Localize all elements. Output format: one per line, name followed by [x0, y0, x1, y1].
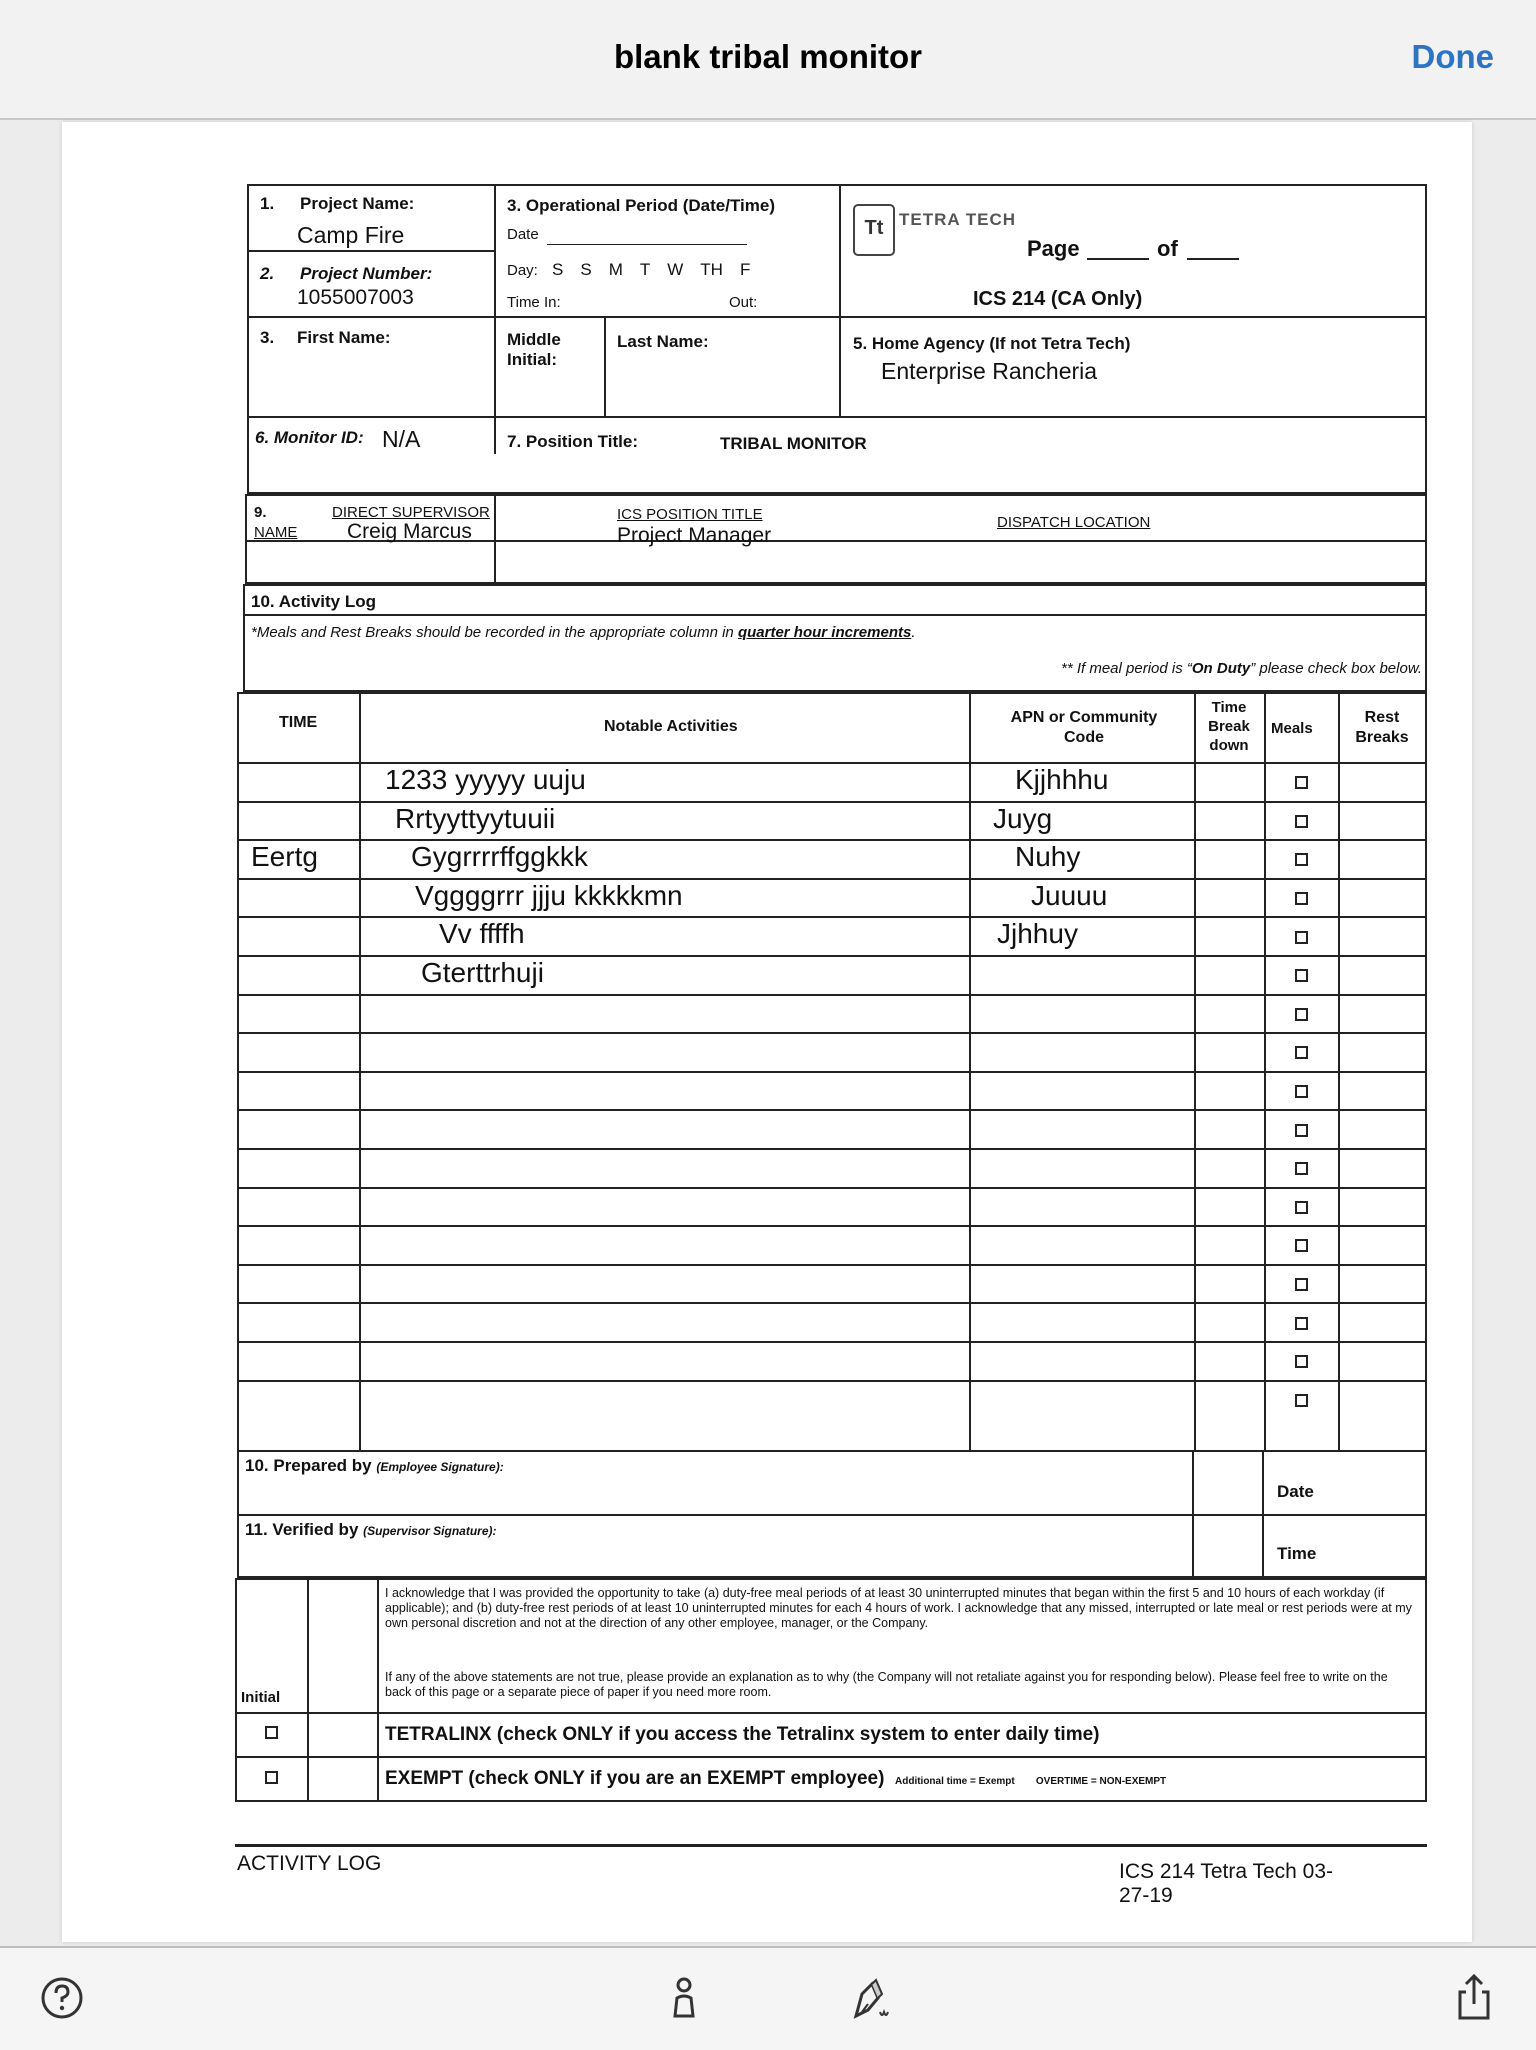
time-breakdown-cell[interactable]	[1196, 762, 1262, 801]
activity-cell[interactable]: Vv ffffh	[439, 918, 525, 950]
divider	[243, 614, 1427, 616]
col-rest-breaks	[1339, 708, 1425, 748]
project-number-num: 2.	[260, 264, 275, 283]
day-friday[interactable]: F	[739, 260, 751, 279]
col-rest-line-1: Rest	[1364, 709, 1400, 726]
activity-log-label: 10. Activity Log	[251, 592, 377, 611]
on-duty-note	[1061, 660, 1422, 677]
meals-checkbox[interactable]	[1295, 1355, 1308, 1368]
exempt-note-2: OVERTIME = NON-EXEMPT	[1035, 1776, 1167, 1787]
initial-label: Initial	[241, 1689, 281, 1706]
divider	[604, 316, 606, 416]
verified-by-sub: (Supervisor Signature):	[363, 1524, 497, 1538]
position-title-value[interactable]: TRIBAL MONITOR	[720, 434, 867, 453]
document-title: blank tribal monitor	[613, 38, 923, 75]
on-duty-note-end: ” please check box below.	[1250, 660, 1422, 677]
activity-cell[interactable]: 1233 yyyyy uuju	[385, 764, 586, 795]
direct-supervisor-value[interactable]: Creig Marcus	[347, 520, 472, 543]
explanation-text: If any of the above statements are not true, please provide an explanation as to why (the Company will not retaliate against you for responding below). Please feel free to write on the back of this page or a separate piece of paper if you need more room.	[385, 1670, 1388, 1699]
document-viewer[interactable]	[0, 120, 1536, 1946]
done-button[interactable]: Done	[1411, 38, 1494, 75]
document-page	[62, 122, 1472, 1942]
meals-checkbox[interactable]	[1295, 1201, 1308, 1214]
time-breakdown-cell[interactable]	[1196, 1032, 1262, 1071]
rest-breaks-cell[interactable]	[1340, 1032, 1424, 1071]
project-name-value[interactable]: Camp Fire	[297, 222, 405, 248]
supervisor-num: 9.	[254, 504, 267, 521]
time-breakdown-cell[interactable]	[1196, 878, 1262, 917]
time-breakdown-cell[interactable]	[1196, 1380, 1262, 1419]
prepared-by-label	[245, 1456, 504, 1476]
activity-cell[interactable]: Gterttrhuji	[421, 957, 544, 988]
activity-row	[239, 1302, 1425, 1341]
col-tbd-line-3: down	[1209, 737, 1249, 754]
signature-pen-icon[interactable]	[846, 1972, 898, 2024]
employee-signature-field[interactable]	[245, 1476, 1185, 1510]
exempt-label	[385, 1768, 1166, 1790]
direct-supervisor-label: DIRECT SUPERVISOR	[332, 504, 490, 521]
rest-breaks-cell[interactable]	[1340, 1341, 1424, 1380]
time-breakdown-cell[interactable]	[1196, 801, 1262, 840]
rest-breaks-cell[interactable]	[1340, 1264, 1424, 1303]
day-monday[interactable]: M	[608, 260, 623, 279]
ics-position-title-value[interactable]: Project Manager	[617, 524, 772, 547]
rest-breaks-cell[interactable]	[1340, 1148, 1424, 1187]
col-rest-line-2: Breaks	[1355, 729, 1409, 746]
divider	[235, 1712, 1427, 1714]
divider	[247, 316, 1427, 318]
footer-rule	[235, 1844, 1427, 1847]
activity-row	[239, 1225, 1425, 1264]
meals-checkbox[interactable]	[1295, 969, 1308, 982]
verified-by-text: 11. Verified by	[245, 1520, 359, 1539]
activity-log-table	[237, 692, 1427, 1452]
ics-position-title-label: ICS POSITION TITLE	[617, 506, 763, 523]
activity-row	[239, 762, 1425, 801]
top-bar	[0, 0, 1536, 120]
col-tbd-line-1: Time	[1211, 699, 1247, 716]
meals-checkbox[interactable]	[1295, 1085, 1308, 1098]
footer-form-version: ICS 214 Tetra Tech 03-27-19	[1119, 1860, 1334, 1907]
project-name-label: Project Name:	[300, 194, 415, 213]
form-code: ICS 214 (CA Only)	[973, 288, 1143, 310]
meals-checkbox[interactable]	[1295, 853, 1308, 866]
time-breakdown-cell[interactable]	[1196, 955, 1262, 994]
rest-breaks-cell[interactable]	[1340, 762, 1424, 801]
first-name-num: 3.	[260, 328, 275, 347]
col-apn-line-2: Code	[1064, 729, 1104, 746]
meals-checkbox[interactable]	[1295, 1162, 1308, 1175]
time-out-label: Out:	[729, 294, 758, 311]
day-sunday[interactable]: S	[552, 260, 564, 279]
divider	[235, 1756, 1427, 1758]
exempt-note-1: Additional time = Exempt	[895, 1776, 1015, 1787]
rest-breaks-cell[interactable]	[1340, 1109, 1424, 1148]
activity-row	[239, 1264, 1425, 1303]
tetra-tech-logo-text: TETRA TECH	[899, 210, 1017, 229]
time-breakdown-cell[interactable]	[1196, 839, 1262, 878]
time-breakdown-cell[interactable]	[1196, 1109, 1262, 1148]
day-label: Day:	[507, 262, 538, 279]
divider	[494, 494, 496, 584]
project-number-label: Project Number:	[300, 264, 433, 283]
col-apn-line-1: APN or Community	[1010, 709, 1158, 726]
meals-checkbox[interactable]	[1295, 1278, 1308, 1291]
operational-period-label: 3. Operational Period (Date/Time)	[507, 196, 775, 215]
col-meals: Meals	[1271, 720, 1313, 737]
time-breakdown-cell[interactable]	[1196, 1225, 1262, 1264]
date-box-label: Date	[1277, 1482, 1314, 1501]
activity-row	[239, 955, 1425, 994]
time-breakdown-cell[interactable]	[1196, 1302, 1262, 1341]
meals-checkbox[interactable]	[1295, 776, 1308, 789]
rest-breaks-cell[interactable]	[1340, 839, 1424, 878]
time-breakdown-cell[interactable]	[1196, 994, 1262, 1033]
divider	[377, 1578, 379, 1802]
prepared-by-text: 10. Prepared by	[245, 1456, 372, 1475]
col-tbd-line-2: Break	[1208, 718, 1250, 735]
monitor-id-value[interactable]: N/A	[382, 426, 421, 452]
page-total-line[interactable]	[1187, 258, 1239, 260]
home-agency-label: 5. Home Agency (If not Tetra Tech)	[853, 334, 1131, 353]
on-duty-note-bold: On Duty	[1191, 660, 1251, 677]
time-box-label: Time	[1277, 1544, 1317, 1563]
meals-note	[251, 624, 916, 641]
of-label: of	[1157, 236, 1178, 261]
page-number-line[interactable]	[1087, 258, 1149, 260]
on-duty-note-text: ** If meal period is “	[1060, 660, 1192, 677]
activity-row	[239, 1380, 1425, 1419]
verified-by-label	[245, 1520, 497, 1540]
rest-breaks-cell[interactable]	[1340, 955, 1424, 994]
time-breakdown-cell[interactable]	[1196, 1341, 1262, 1380]
divider	[247, 416, 1427, 418]
rest-breaks-cell[interactable]	[1340, 1071, 1424, 1110]
activity-row	[239, 1109, 1425, 1148]
apn-cell[interactable]: Juuuu	[1031, 879, 1108, 911]
day-saturday[interactable]: S	[580, 260, 592, 279]
activity-row	[239, 1187, 1425, 1226]
rest-breaks-cell[interactable]	[1340, 1380, 1424, 1419]
meals-checkbox[interactable]	[1295, 1008, 1308, 1021]
project-number-value[interactable]: 1055007003	[297, 286, 414, 309]
activity-row	[239, 994, 1425, 1033]
meals-note-text: *Meals and Rest Breaks should be recorded in the appropriate column in	[251, 624, 738, 641]
project-name-num: 1.	[260, 194, 275, 213]
tetralinx-label: TETRALINX (check ONLY if you access the Tetralinx system to enter daily time)	[385, 1724, 1100, 1745]
apn-cell[interactable]: Kjjhhhu	[1015, 764, 1109, 795]
middle-initial-label-1: Middle	[507, 330, 561, 349]
tetra-tech-logo-icon: Tt	[853, 204, 895, 256]
home-agency-value[interactable]: Enterprise Rancheria	[881, 358, 1098, 384]
supervisor-signature-field[interactable]	[245, 1540, 1185, 1574]
meals-note-end: .	[911, 624, 916, 641]
day-wednesday[interactable]: W	[667, 260, 684, 279]
time-breakdown-cell[interactable]	[1196, 1264, 1262, 1303]
page-label: Page	[1027, 236, 1080, 261]
col-notable-activities: Notable Activities	[604, 718, 738, 735]
meals-checkbox[interactable]	[1295, 1239, 1308, 1252]
help-icon[interactable]	[36, 1972, 88, 2024]
activity-row	[239, 801, 1425, 840]
supervisor-name-label: NAME	[254, 524, 298, 541]
apn-cell[interactable]: Juyg	[993, 802, 1053, 834]
rest-breaks-cell[interactable]	[1340, 1225, 1424, 1264]
day-thursday[interactable]: TH	[700, 260, 723, 279]
divider	[494, 184, 496, 454]
activity-row	[239, 1341, 1425, 1380]
activity-row	[239, 1032, 1425, 1071]
meals-checkbox[interactable]	[1295, 1046, 1308, 1059]
exempt-checkbox[interactable]	[265, 1771, 278, 1784]
time-in-label: Time In:	[507, 294, 561, 311]
acknowledgement-text: I acknowledge that I was provided the opportunity to take (a) duty-free meal periods of at least 30 uninterrupted minutes that began within the first 5 and 10 hours of each workday (if applicable); and (b) duty-free rest periods of at least 10 uninterrupted minutes for each 4 hours of work. I acknowledge that any missed, interrupted or late meal or rest periods were at my own personal discretion and not at the direction of any other employee, manager, or the Company.	[385, 1586, 1412, 1630]
rest-breaks-cell[interactable]	[1340, 916, 1424, 955]
rest-breaks-cell[interactable]	[1340, 801, 1424, 840]
middle-initial-label-2: Initial:	[507, 350, 558, 369]
bottom-toolbar	[0, 1946, 1536, 2050]
divider	[307, 1578, 309, 1802]
rest-breaks-cell[interactable]	[1340, 1187, 1424, 1226]
tetralinx-checkbox[interactable]	[265, 1726, 278, 1739]
divider	[247, 250, 494, 252]
dispatch-location-label: DISPATCH LOCATION	[997, 514, 1151, 531]
activity-cell[interactable]: Rrtyyttyytuuii	[395, 802, 556, 834]
activity-row	[239, 1148, 1425, 1187]
person-icon[interactable]	[658, 1972, 710, 2024]
activity-row	[239, 1071, 1425, 1110]
rest-breaks-cell[interactable]	[1340, 1302, 1424, 1341]
meals-checkbox[interactable]	[1295, 815, 1308, 828]
meals-checkbox[interactable]	[1295, 931, 1308, 944]
monitor-id-label: 6. Monitor ID:	[255, 428, 364, 447]
first-name-label: First Name:	[297, 328, 391, 347]
activity-cell[interactable]: Vggggrrr jjju kkkkkmn	[415, 879, 683, 911]
time-cell[interactable]: Eertg	[251, 841, 318, 873]
apn-cell[interactable]: Nuhy	[1015, 841, 1081, 873]
time-breakdown-cell[interactable]	[1196, 1187, 1262, 1226]
meals-checkbox[interactable]	[1295, 1394, 1308, 1407]
meals-checkbox[interactable]	[1295, 1124, 1308, 1137]
time-breakdown-cell[interactable]	[1196, 916, 1262, 955]
meals-note-emphasis: quarter hour increments	[737, 624, 912, 641]
exempt-text: EXEMPT (check ONLY if you are an EXEMPT employee)	[385, 1768, 885, 1789]
meals-checkbox[interactable]	[1295, 892, 1308, 905]
activity-row	[239, 916, 1425, 955]
rest-breaks-cell[interactable]	[1340, 994, 1424, 1033]
activity-cell[interactable]: Gygrrrrffggkkk	[411, 841, 588, 873]
col-apn	[974, 708, 1194, 748]
day-options	[552, 260, 750, 280]
time-breakdown-cell[interactable]	[1196, 1148, 1262, 1187]
apn-cell[interactable]: Jjhhuy	[997, 918, 1078, 950]
date-input-line[interactable]	[547, 244, 747, 245]
col-time-breakdown	[1194, 698, 1264, 755]
activity-row	[239, 839, 1425, 878]
meals-checkbox[interactable]	[1295, 1317, 1308, 1330]
date-label: Date	[507, 226, 539, 243]
last-name-label: Last Name:	[617, 332, 709, 351]
divider	[237, 1514, 1427, 1516]
prepared-by-sub: (Employee Signature):	[376, 1460, 504, 1474]
col-time: TIME	[279, 714, 318, 731]
footer-activity-log: ACTIVITY LOG	[237, 1852, 382, 1875]
position-title-label: 7. Position Title:	[507, 432, 638, 451]
day-tuesday[interactable]: T	[639, 260, 651, 279]
rest-breaks-cell[interactable]	[1340, 878, 1424, 917]
share-icon[interactable]	[1448, 1972, 1500, 2024]
time-breakdown-cell[interactable]	[1196, 1071, 1262, 1110]
divider	[839, 184, 841, 416]
activity-row	[239, 878, 1425, 917]
